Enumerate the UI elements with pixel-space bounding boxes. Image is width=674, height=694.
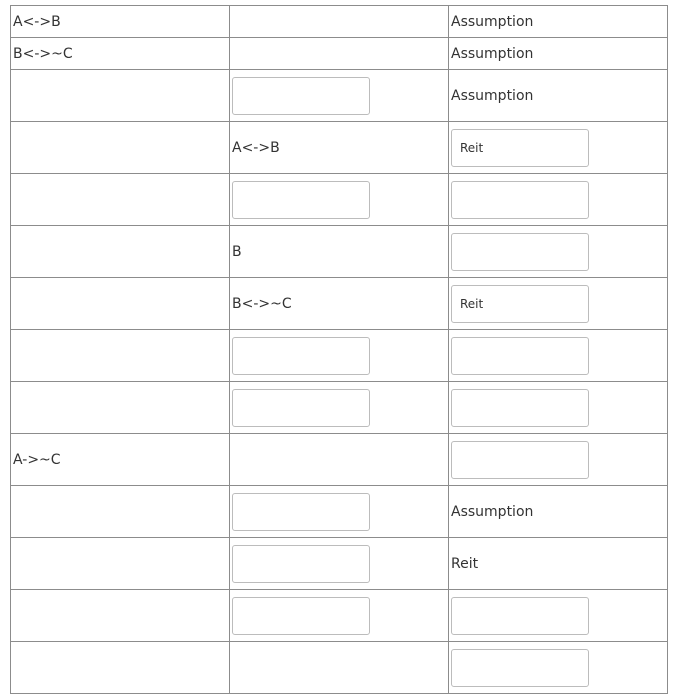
justification-input[interactable] — [451, 441, 589, 479]
justification-text: Assumption — [451, 13, 534, 30]
justification-input[interactable] — [451, 337, 589, 375]
proof-row-2 — [11, 38, 668, 70]
formula-cell — [11, 278, 230, 330]
line-ref-cell — [230, 278, 449, 330]
proof-row-8 — [11, 330, 668, 382]
line-ref-cell — [230, 38, 449, 70]
line-ref-cell — [230, 226, 449, 278]
formula-cell — [11, 590, 230, 642]
line-ref-text: A<->B — [232, 139, 280, 156]
line-ref-text: B<->~C — [232, 295, 292, 312]
formula-cell — [11, 434, 230, 486]
justification-input[interactable] — [451, 233, 589, 271]
line-ref-cell — [230, 538, 449, 590]
justification-cell — [449, 486, 668, 538]
proof-row-10 — [11, 434, 668, 486]
line-ref-cell — [230, 330, 449, 382]
justification-cell — [449, 226, 668, 278]
line-ref-input[interactable] — [232, 389, 370, 427]
formula-cell — [11, 642, 230, 694]
justification-text: Assumption — [451, 503, 534, 520]
formula-cell — [11, 6, 230, 38]
justification-cell — [449, 70, 668, 122]
proof-row-6 — [11, 226, 668, 278]
line-ref-cell — [230, 642, 449, 694]
justification-cell — [449, 330, 668, 382]
justification-cell — [449, 538, 668, 590]
proof-table — [10, 5, 668, 694]
line-ref-input[interactable] — [232, 545, 370, 583]
line-ref-cell — [230, 174, 449, 226]
formula-cell — [11, 226, 230, 278]
line-ref-input[interactable] — [232, 597, 370, 635]
line-ref-cell — [230, 486, 449, 538]
justification-input[interactable] — [451, 597, 589, 635]
line-ref-input[interactable] — [232, 77, 370, 115]
justification-cell — [449, 382, 668, 434]
line-ref-cell — [230, 122, 449, 174]
justification-input[interactable] — [451, 181, 589, 219]
line-ref-input[interactable] — [232, 337, 370, 375]
proof-row-9 — [11, 382, 668, 434]
justification-cell — [449, 122, 668, 174]
formula-text: B<->~C — [13, 45, 73, 62]
justification-cell — [449, 590, 668, 642]
proof-row-1 — [11, 6, 668, 38]
proof-row-14 — [11, 642, 668, 694]
justification-text: Assumption — [451, 45, 534, 62]
formula-text: A<->B — [13, 13, 61, 30]
formula-cell — [11, 122, 230, 174]
justification-cell — [449, 434, 668, 486]
line-ref-cell — [230, 382, 449, 434]
justification-input[interactable] — [451, 649, 589, 687]
proof-row-12 — [11, 538, 668, 590]
justification-cell — [449, 174, 668, 226]
line-ref-cell — [230, 6, 449, 38]
line-ref-cell — [230, 434, 449, 486]
proof-row-13 — [11, 590, 668, 642]
line-ref-text: B — [232, 243, 242, 260]
formula-text: A->~C — [13, 451, 61, 468]
line-ref-input[interactable] — [232, 181, 370, 219]
justification-text: Reit — [451, 555, 479, 572]
justification-cell — [449, 6, 668, 38]
justification-cell — [449, 642, 668, 694]
justification-input[interactable] — [451, 129, 589, 167]
justification-input[interactable] — [451, 285, 589, 323]
formula-cell — [11, 382, 230, 434]
justification-input[interactable] — [451, 389, 589, 427]
proof-row-4 — [11, 122, 668, 174]
proof-row-7 — [11, 278, 668, 330]
proof-row-5 — [11, 174, 668, 226]
proof-row-3 — [11, 70, 668, 122]
formula-cell — [11, 38, 230, 70]
proof-row-11 — [11, 486, 668, 538]
justification-cell — [449, 278, 668, 330]
formula-cell — [11, 70, 230, 122]
line-ref-cell — [230, 70, 449, 122]
formula-cell — [11, 538, 230, 590]
formula-cell — [11, 330, 230, 382]
line-ref-input[interactable] — [232, 493, 370, 531]
line-ref-cell — [230, 590, 449, 642]
formula-cell — [11, 486, 230, 538]
justification-text: Assumption — [451, 87, 534, 104]
justification-cell — [449, 38, 668, 70]
formula-cell — [11, 174, 230, 226]
